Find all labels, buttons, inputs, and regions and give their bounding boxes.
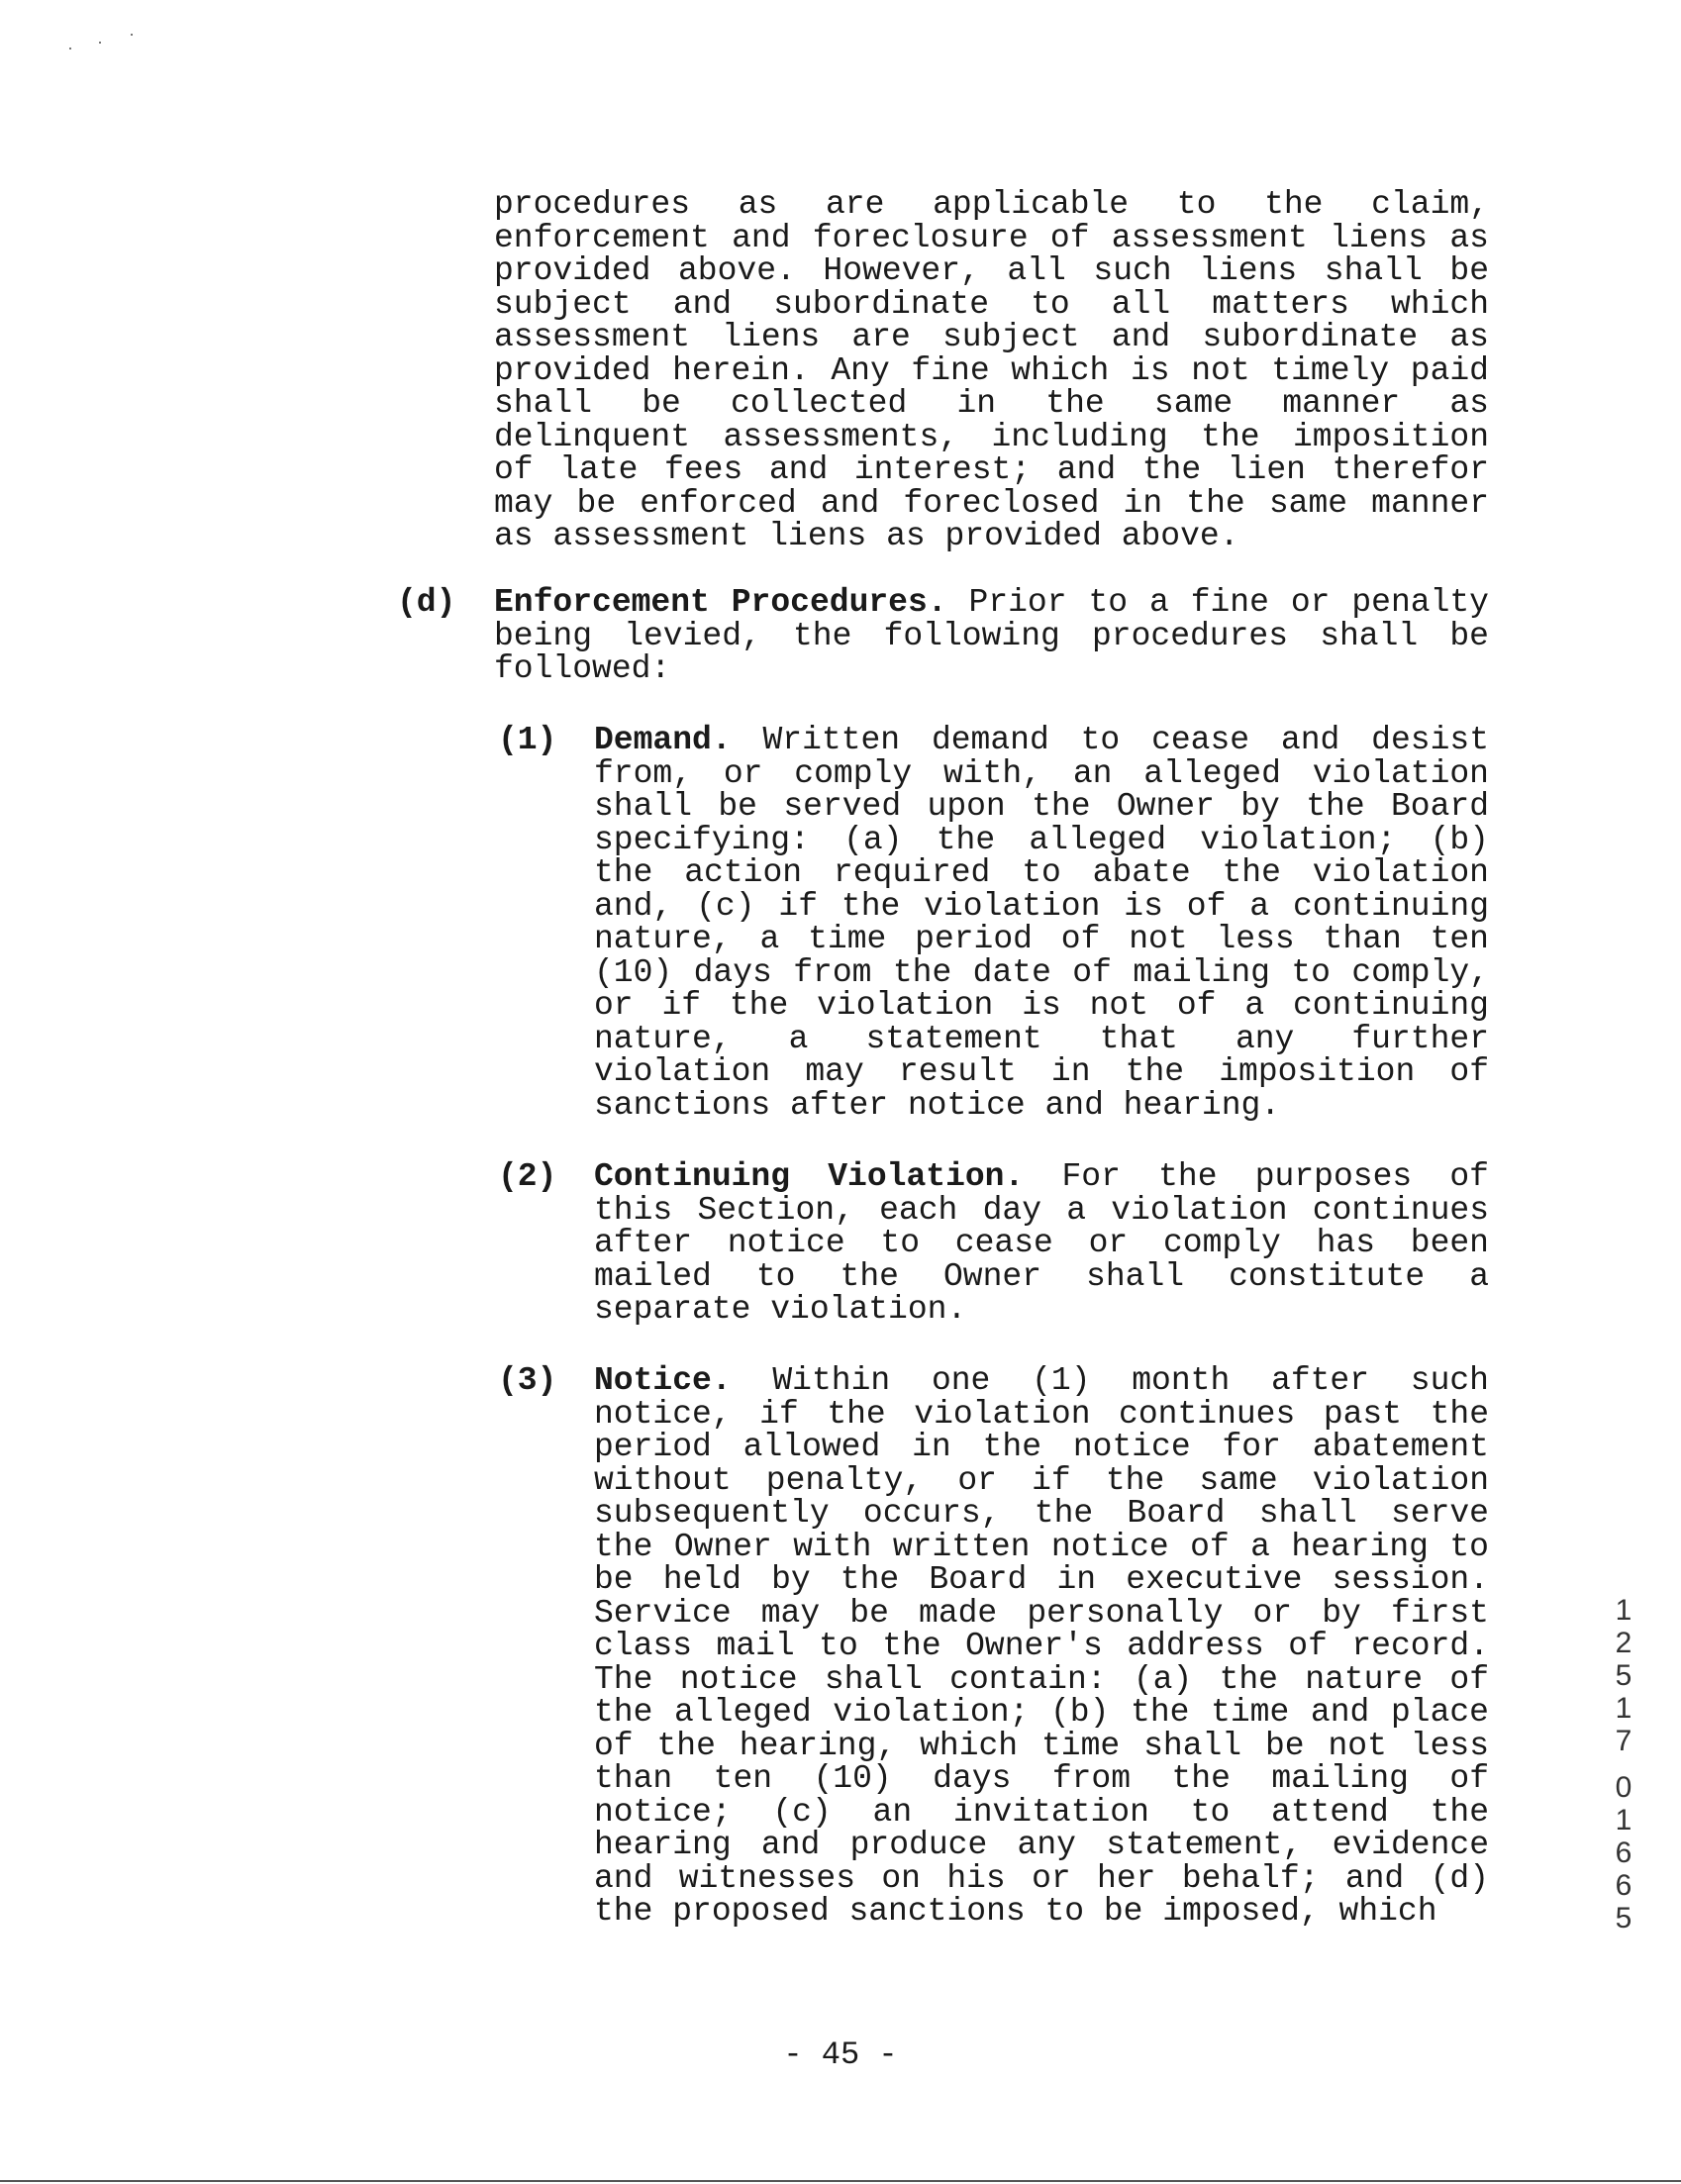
item-2-heading: Continuing Violation. — [594, 1158, 1025, 1195]
stamp-digit: 5 — [1615, 1902, 1632, 1935]
stamp-digit: 5 — [1615, 1659, 1632, 1692]
stamp-digit: 1 — [1615, 1692, 1632, 1725]
stamp-digit: 6 — [1615, 1837, 1632, 1869]
section-d-text: Prior to a fine or penalty being levied, the following procedures shall be followed: — [494, 584, 1489, 687]
section-d-label: (d) — [397, 584, 456, 621]
stamp-digit: 0 — [1615, 1771, 1632, 1804]
scan-speck — [99, 42, 101, 44]
item-1-heading: Demand. — [594, 722, 732, 758]
item-3-paragraph — [594, 1364, 1489, 1929]
book-page-stamp — [1604, 1594, 1643, 1935]
item-1-paragraph — [594, 724, 1489, 1122]
page-bottom-edge — [0, 2180, 1681, 2182]
item-2-text: For the purposes of this Section, each day a violation continues after notice to cease or comply has been mailed to the Owner shall constitute a separate violation. — [594, 1158, 1489, 1328]
scan-speck — [131, 34, 133, 36]
item-2-paragraph — [594, 1160, 1489, 1327]
stamp-digit: 1 — [1615, 1594, 1632, 1627]
item-1-label: (1) — [498, 722, 557, 758]
section-d-paragraph — [494, 586, 1489, 686]
stamp-digit: 2 — [1615, 1627, 1632, 1659]
item-3-label: (3) — [498, 1362, 557, 1399]
stamp-digit: 1 — [1615, 1804, 1632, 1837]
scan-speck — [69, 48, 71, 50]
item-3-heading: Notice. — [594, 1362, 732, 1399]
section-d-heading: Enforcement Procedures. — [494, 584, 947, 621]
item-2-label: (2) — [498, 1158, 557, 1195]
stamp-digit: 7 — [1615, 1725, 1632, 1757]
page-number: - 45 - — [783, 2036, 898, 2073]
continuation-paragraph: procedures as are applicable to the claim, enforcement and foreclosure of assessment liens as provided above. However, all such liens shall be subject and subordinate to all matters which assessment liens are subject and subordinate as provided herein. Any fine which is not timely paid shall be collected in the same manner as delinquent assessments, including the imposition of late fees and interest; and the lien therefor may be enforced and foreclosed in the same manner as assessment liens as provided above. — [494, 186, 1489, 554]
item-3-text: Within one (1) month after such notice, if the violation continues past the period allowed in the notice for abatement without penalty, or if the same violation subsequently occurs, the Board shall serve the Owner with written notice of a hearing to be held by the Board in executive session. Service may be made personally or by first class mail to the Owner's address of record. The notice shall contain: (a) the nature of the alleged violation; (b) the time and place of the hearing, which time shall be not less than ten (10) days from the mailing of notice; (c) an invitation to attend the hearing and produce any statement, evidence and witnesses on his or her behalf; and (d) the proposed sanctions to be imposed, which — [594, 1362, 1489, 1930]
stamp-gap — [1604, 1757, 1643, 1771]
item-1-text: Written demand to cease and desist from, or comply with, an alleged violation shall be served upon the Owner by the Board specifying: (a) the alleged violation; (b) the action required to abate the violation and, (c) if the violation is of a continuing nature, a time period of not less than ten (10) days from the date of mailing to comply, or if the violation is not of a continuing nature, a statement that any further violation may result in the imposition of sanctions after notice and hearing. — [594, 722, 1490, 1124]
stamp-digit: 6 — [1615, 1869, 1632, 1902]
